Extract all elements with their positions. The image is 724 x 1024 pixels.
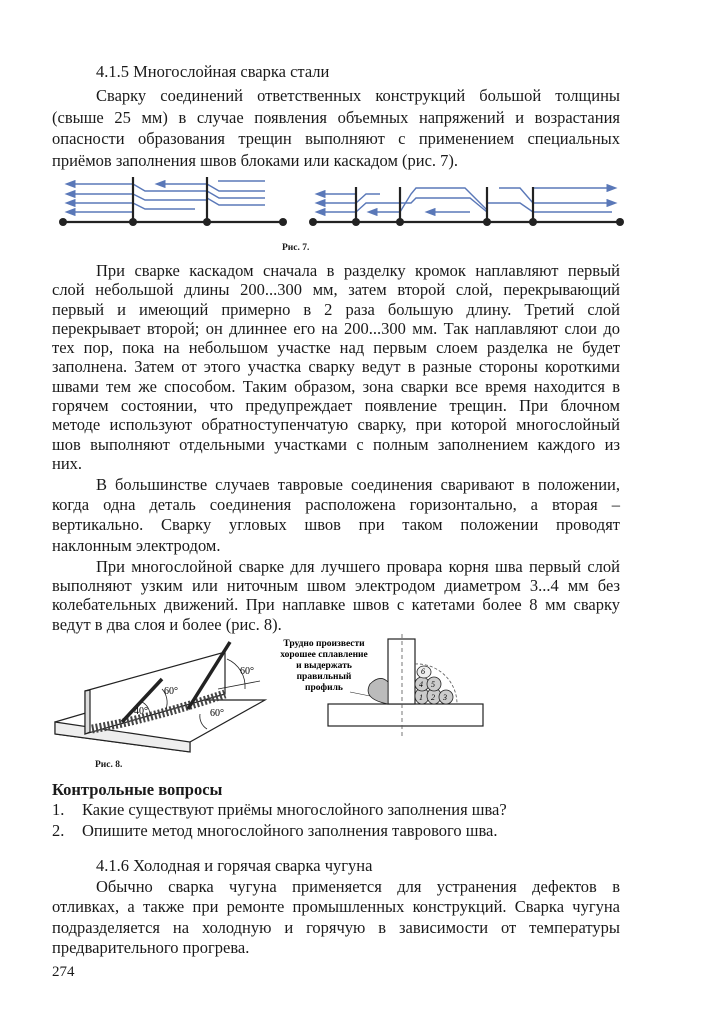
page-number: 274 — [52, 964, 75, 980]
layer-number: 6 — [421, 667, 425, 676]
figure-note-line: правильный — [296, 672, 352, 682]
figure-7-caption: Рис. 7. — [282, 243, 310, 253]
figure-8-caption: Рис. 8. — [95, 760, 123, 770]
figure-7-cascade-block-diagram — [0, 170, 724, 240]
text-line: колебательных движений. При наплавке швов с катетами более 8 мм сварку — [52, 595, 620, 615]
text-line: В большинстве случаев тавровые соединения сваривают в положении, — [96, 475, 620, 494]
paragraph-root-pass — [52, 557, 620, 634]
question-item — [52, 821, 497, 840]
section-heading-4-1-5: 4.1.5 Многослойная сварка стали — [96, 62, 330, 81]
text-line: наклонным электродом. — [52, 535, 221, 555]
figure-note-line: и выдержать — [296, 661, 352, 671]
layer-number: 5 — [431, 680, 435, 689]
layer-number: 3 — [443, 693, 447, 702]
text-line: перекрывает второй; он длиннее его на 200...300 мм. Так наплавляют слои до — [52, 318, 620, 338]
question-text: Опишите метод многослойного заполнения таврового шва. — [82, 821, 498, 840]
text-line: предварительного прогрева. — [52, 937, 250, 957]
text-line: приёмов заполнения швов блоками или каскадом (рис. 7). — [52, 150, 459, 170]
layer-number: 2 — [431, 693, 435, 702]
text-line: них. — [52, 453, 83, 473]
angle-label: 60° — [164, 686, 178, 697]
paragraph-cascade-method — [52, 261, 620, 473]
angle-label: 60° — [240, 666, 254, 677]
paragraph-multilayer-intro — [52, 85, 620, 171]
text-line: заполнена. Затем от этого участка сварку ведут в разные стороны короткими — [52, 357, 620, 377]
figure-note-line: хорошее сплавление — [280, 650, 368, 660]
text-line: выполняют узким или ниточным швом электродом диаметром 3...4 мм без — [52, 576, 620, 596]
text-line: Обычно сварка чугуна применяется для устранения дефектов в — [96, 877, 620, 896]
text-line: Сварку соединений ответственных конструкций большой толщины — [96, 86, 620, 105]
text-line: опасности образования трещин выполняют с применением специальных — [52, 129, 620, 148]
text-line: слой небольшой длины 200...300 мм, затем второй слой, перекрывающий — [52, 280, 620, 300]
text-line: отливках, а также при ремонте промышленных конструкций. Сварка чугуна — [52, 897, 620, 917]
figure-8-cross-section-drawing — [262, 634, 492, 744]
paragraph-tee-joints — [52, 475, 620, 556]
layer-number: 4 — [419, 680, 423, 689]
text-line: вертикально. Сварку угловых швов при таком положении проводят — [52, 515, 620, 535]
text-line: (свыше 25 мм) в случае появления объемных напряжений и возрастания — [52, 107, 620, 127]
text-line: ведут в два слоя и более (рис. 8). — [52, 614, 282, 634]
text-line: горячем состоянии, что предупреждает появление трещин. При блочном — [52, 396, 620, 416]
angle-label: 40° — [134, 706, 148, 717]
figure-note-line: Трудно произвести — [283, 639, 365, 649]
text-line: При сварке каскадом сначала в разделку кромок наплавляют первый — [96, 261, 620, 280]
question-item — [52, 800, 507, 819]
text-line: При многослойной сварке для лучшего провара корня шва первый слой — [96, 557, 620, 576]
figure-8-electrode-angles-drawing — [50, 634, 270, 759]
figure-note-line: профиль — [305, 683, 343, 693]
text-line: подразделяется на холодную и горячую в зависимости от температуры — [52, 917, 620, 937]
text-line: первый и имеющий примерно в 2 раза большую длину. Третий слой — [52, 299, 620, 319]
control-questions-title: Контрольные вопросы — [52, 780, 223, 799]
text-line: шов выполняют отдельными участками с полным заполнением каждого из — [52, 434, 620, 454]
angle-label: 60° — [210, 708, 224, 719]
layer-number: 1 — [419, 693, 423, 702]
question-number: 1. — [52, 800, 65, 819]
paragraph-cast-iron-welding — [52, 877, 620, 958]
section-heading-4-1-6: 4.1.6 Холодная и горячая сварка чугуна — [96, 856, 373, 875]
text-line: методе используют обратноступенчатую сварку, при которой многослойный — [52, 415, 620, 435]
text-line: швами тем же способом. Таким образом, зона сварки все время находится в — [52, 376, 620, 396]
question-number: 2. — [52, 821, 65, 840]
question-text: Какие существуют приёмы многослойного заполнения шва? — [82, 800, 507, 819]
text-line: когда одна деталь соединения расположена горизонтально, а вторая – — [52, 495, 620, 515]
text-line: тех пор, пока на небольшом участке над первым слоем разделка не будет — [52, 338, 620, 358]
